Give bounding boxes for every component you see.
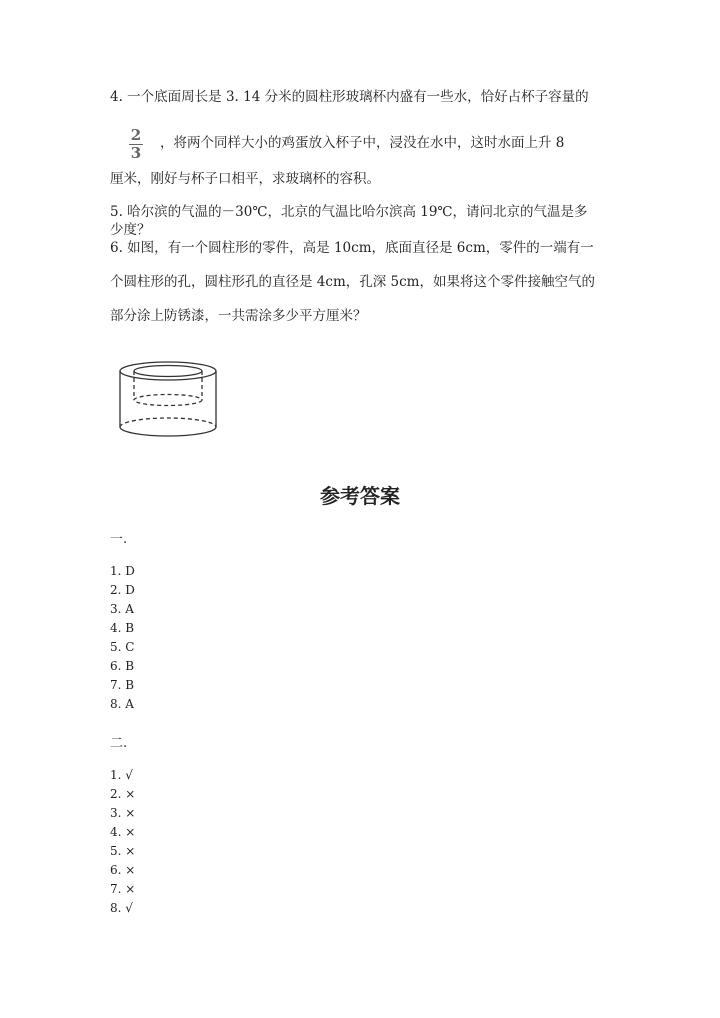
section-2-label: 二. [110,736,128,751]
answer-item: 3. × [110,806,136,820]
outer-bottom-front [120,427,216,436]
answer-item: 2. D [110,583,135,597]
answer-item: 7. B [110,678,135,692]
fraction-two-thirds [128,127,144,162]
answer-item: 3. A [110,602,134,616]
answer-item: 8. √ [110,901,133,915]
answer-item: 2. × [110,787,136,801]
answer-item: 4. × [110,825,136,839]
answer-item: 1. D [110,564,135,578]
fraction-numerator: 2 [130,126,142,144]
section-1-label: 一. [110,532,128,547]
problem-5-line-2: 少度？ [110,222,151,238]
problem-4-line-3: 厘米，刚好与杯子口相平，求玻璃杯的容积。 [110,171,380,187]
cylinder-part-figure [110,355,230,445]
answer-item: 6. B [110,659,135,673]
hole-top-ellipse [134,366,202,377]
answer-item: 5. × [110,844,136,858]
fraction-denominator: 3 [130,144,142,162]
answer-item: 1. √ [110,768,133,782]
outer-bottom-back [120,418,216,427]
hole-bottom-ellipse [134,395,202,406]
answer-item: 6. × [110,863,136,877]
answer-item: 8. A [110,697,134,711]
answer-key-title: 参考答案 [320,484,400,508]
problem-6-line-1: 6. 如图，有一个圆柱形的零件，高是 10cm，底面直径是 6cm，零件的一端有一 [110,240,594,256]
problem-6-line-3: 部分涂上防锈漆，一共需涂多少平方厘米？ [110,308,367,324]
answer-item: 4. B [110,621,135,635]
answer-item: 5. C [110,640,135,654]
answer-item: 7. × [110,882,136,896]
problem-4-line-1: 4. 一个底面周长是 3. 14 分米的圆柱形玻璃杯内盛有一些水，恰好占杯子容量的 [110,89,589,105]
problem-5-line-1: 5. 哈尔滨的气温的－30℃，北京的气温比哈尔滨高 19℃，请问北京的气温是多 [110,204,588,220]
problem-6-line-2: 个圆柱形的孔，圆柱形孔的直径是 4cm，孔深 5cm，如果将这个零件接触空气的 [110,274,595,290]
problem-4-line-2: ，将两个同样大小的鸡蛋放入杯子中，浸没在水中，这时水面上升 8 [160,135,565,151]
